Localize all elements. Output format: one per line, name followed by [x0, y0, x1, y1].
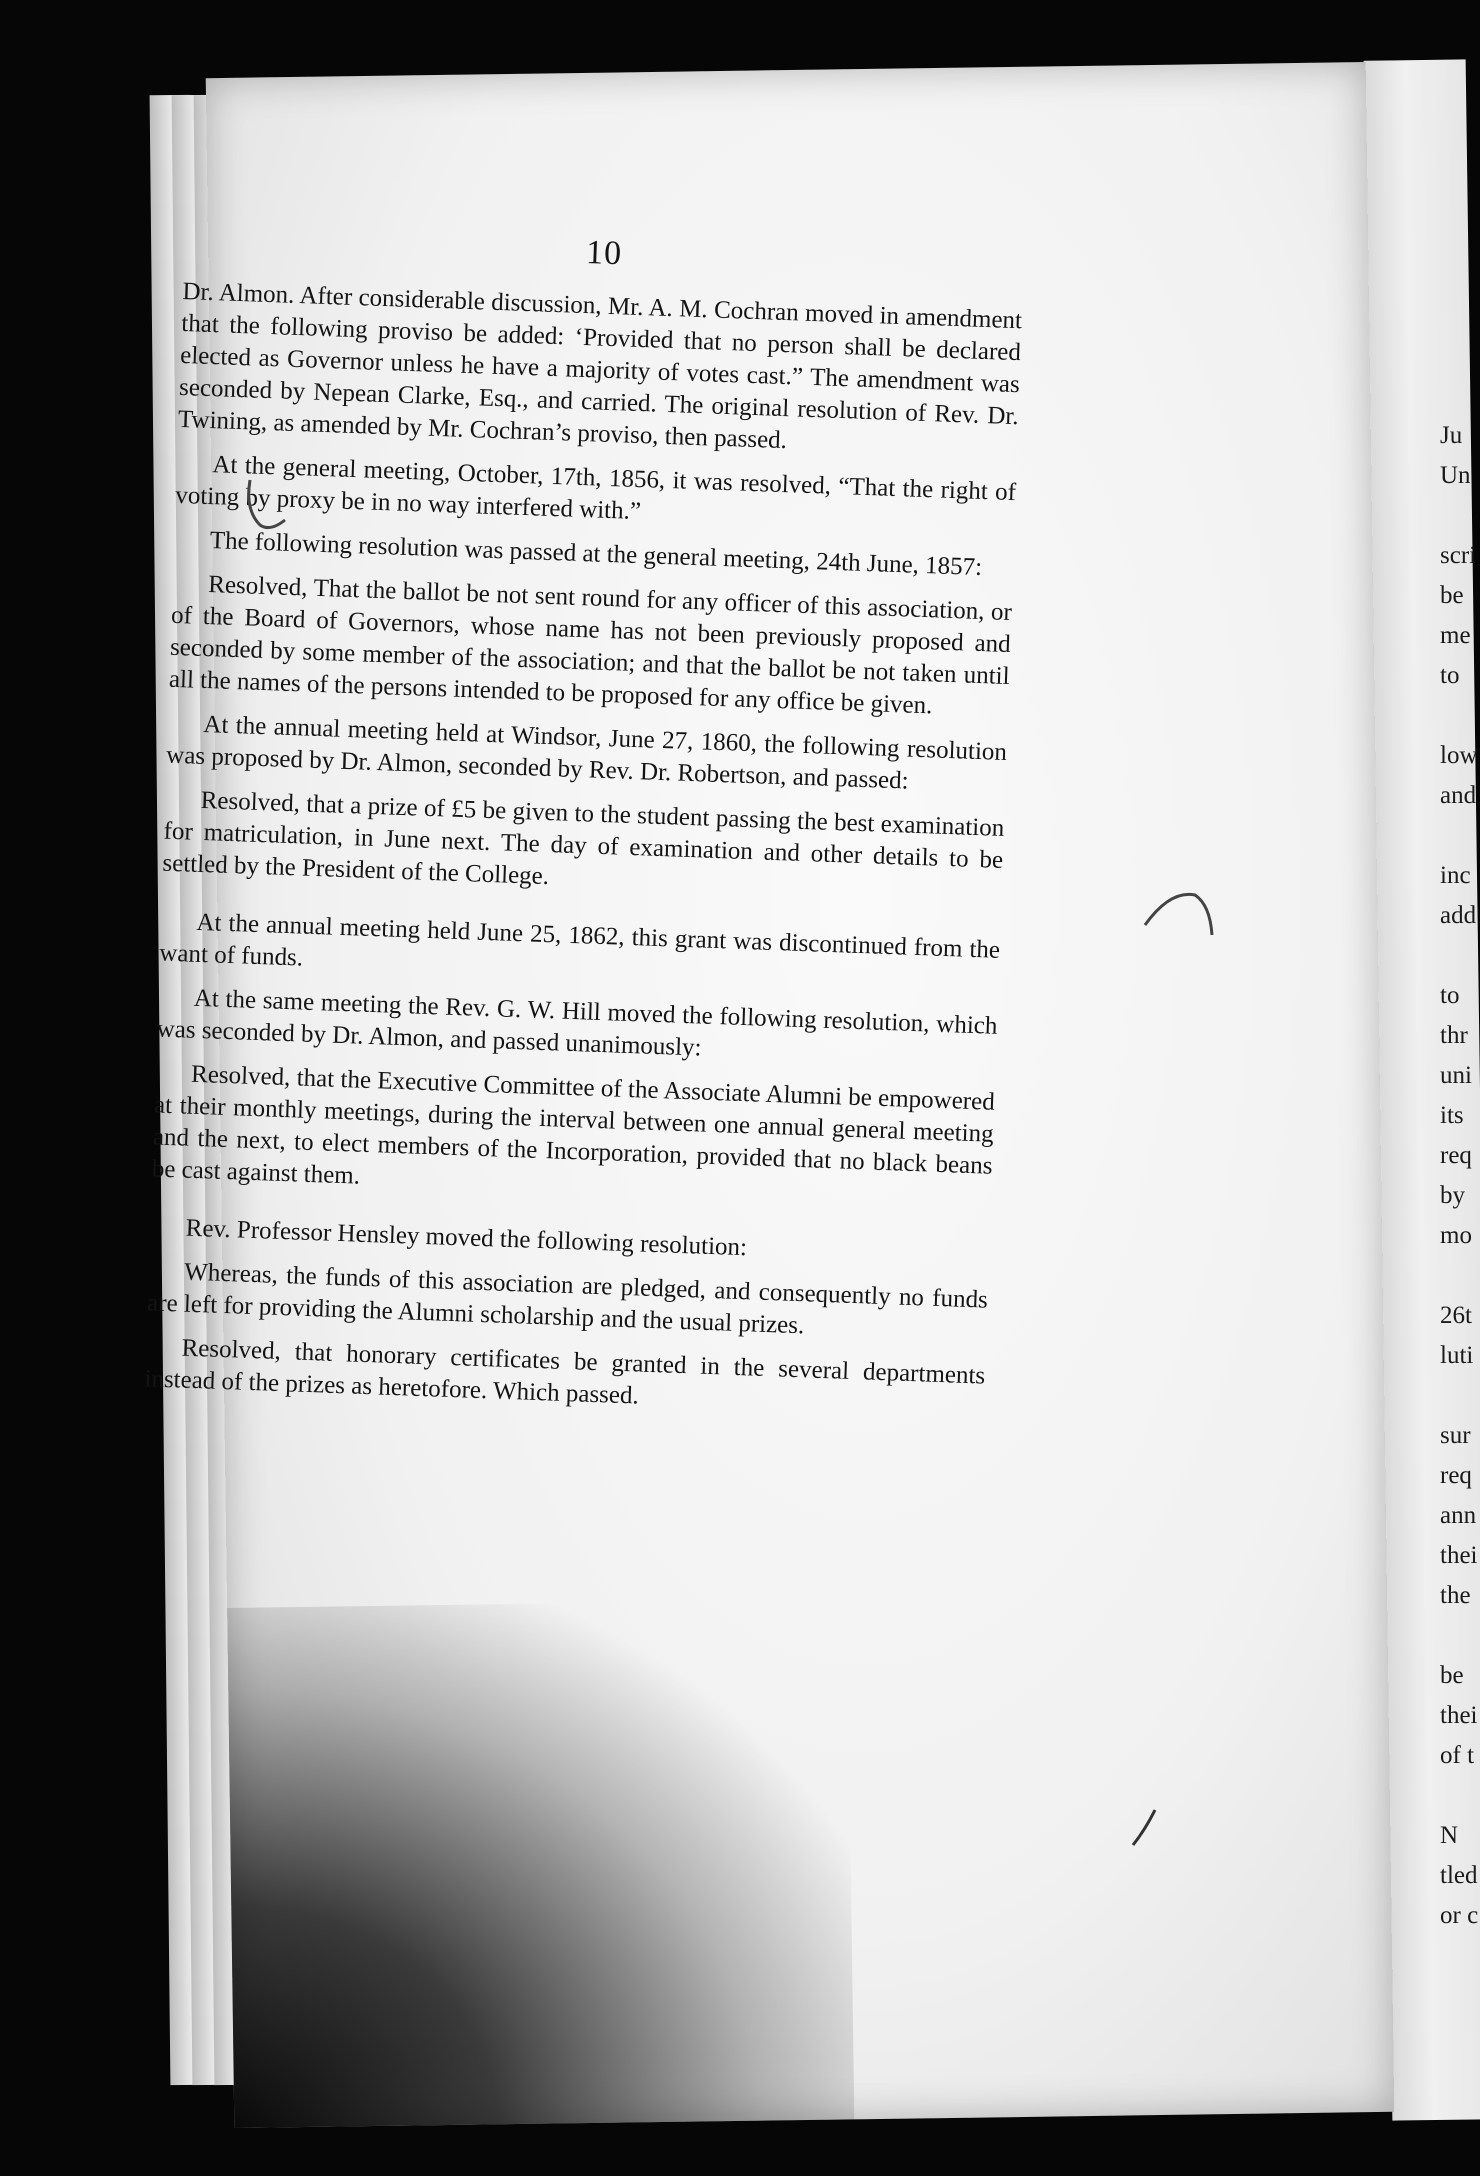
fragment-line: and	[1440, 782, 1477, 809]
pencil-mark	[1140, 880, 1230, 950]
fragment-line	[1440, 1380, 1480, 1420]
fragment-line: ann	[1440, 1502, 1477, 1529]
fragment-line	[1440, 500, 1480, 540]
fragment-line: be	[1440, 582, 1464, 609]
fragment-line	[1440, 820, 1480, 860]
fragment-line: mo	[1440, 1222, 1472, 1249]
fragment-line: its	[1440, 1102, 1464, 1129]
fragment-line	[1440, 940, 1480, 980]
paragraph: At the same meeting the Rev. G. W. Hill moved the following resolution, which was seconded by Dr. Almon, and passed unanimously:	[156, 984, 998, 1062]
resolution-paragraph: Resolved, that a prize of £5 be given to the student passing the best examination for matriculation, in June next. The day of examination and other details to be settled by the President of the College.	[162, 786, 1005, 891]
fragment-line: add	[1440, 902, 1477, 929]
adjacent-page-text	[1440, 420, 1480, 1940]
fragment-line	[1440, 1780, 1480, 1820]
fragment-line: or c	[1440, 1902, 1479, 1929]
fragment-line: thei	[1440, 1702, 1478, 1729]
fragment-line: to	[1440, 982, 1460, 1009]
fragment-line: tled	[1440, 1862, 1478, 1889]
fragment-line: req	[1440, 1462, 1472, 1489]
paragraph: Dr. Almon. After considerable discussion, Mr. A. M. Cochran moved in amendment that the following proviso be added: ‘Provided that no person shall be declared elected as Governor unless he have a majority of votes cast.” The amendment was seconded by Nepean Clarke, Esq., and carried. The original resolution of Rev. Dr. Twining, as amended by Mr. Cochran’s proviso, then passed.	[177, 277, 1023, 455]
fragment-line: sur	[1440, 1422, 1471, 1449]
fragment-line: low	[1440, 742, 1478, 769]
fragment-line: be	[1440, 1662, 1464, 1689]
fragment-line: to	[1440, 662, 1460, 689]
resolution-paragraph: Resolved, that the Executive Committee of the Associate Alumni be empowered at their monthly meetings, during the interval between one annual general meeting and the next, to elect members of the Incorporation, provided that no black beans be cast against them.	[151, 1060, 996, 1190]
fragment-line: thei	[1440, 1542, 1478, 1569]
page-shadow	[227, 1599, 854, 2128]
fragment-line: of t	[1440, 1742, 1475, 1769]
fragment-line: me	[1440, 622, 1471, 649]
fragment-line: req	[1440, 1142, 1472, 1169]
page-number: 10	[585, 234, 623, 273]
fragment-line: by	[1440, 1182, 1465, 1209]
paragraph: Rev. Professor Hensley moved the following resolution:	[185, 1214, 748, 1262]
page-text	[144, 220, 1025, 1437]
fragment-line: Un	[1440, 462, 1471, 489]
paragraph: At the annual meeting held at Windsor, June 27, 1860, the following resolution was proposed by Dr. Almon, seconded by Rev. Dr. Robertson, and passed:	[165, 710, 1008, 795]
pencil-mark	[240, 470, 320, 540]
fragment-line: the	[1440, 1582, 1471, 1609]
fragment-line: thr	[1440, 1022, 1468, 1049]
fragment-line: 26t	[1440, 1302, 1472, 1329]
fragment-line	[1440, 1620, 1480, 1660]
fragment-line	[1440, 700, 1480, 740]
paragraph: The following resolution was passed at the general meeting, 24th June, 1857:	[209, 527, 983, 582]
whereas-paragraph: Whereas, the funds of this association are pledged, and consequently no funds are left for providing the Alumni scholarship and the usual prizes.	[146, 1258, 989, 1340]
pencil-mark	[1125, 1805, 1165, 1855]
fragment-line: inc	[1440, 862, 1471, 889]
fragment-line: N	[1440, 1822, 1459, 1849]
paragraph: At the annual meeting held June 25, 1862, this grant was discontinued from the want of funds.	[158, 908, 1001, 972]
fragment-line: Ju	[1440, 422, 1463, 449]
fragment-line: luti	[1440, 1342, 1474, 1369]
resolution-paragraph: Resolved, That the ballot be not sent round for any officer of this association, or of the Board of Governors, whose name has not been previously proposed and seconded by some member of the association; and that the ballot be not taken until all the names of the persons intended to be proposed for any office be given.	[168, 571, 1013, 720]
fragment-line: scri	[1440, 542, 1477, 569]
resolution-paragraph: Resolved, that honorary certificates be granted in the several departments instead of the prizes as heretofore. Which passed.	[144, 1334, 986, 1410]
paragraph: At the general meeting, October, 17th, 1856, it was resolved, “That the right of voting by proxy be in no way interfered with.”	[174, 451, 1017, 526]
fragment-line: uni	[1440, 1062, 1472, 1089]
fragment-line	[1440, 1260, 1480, 1300]
